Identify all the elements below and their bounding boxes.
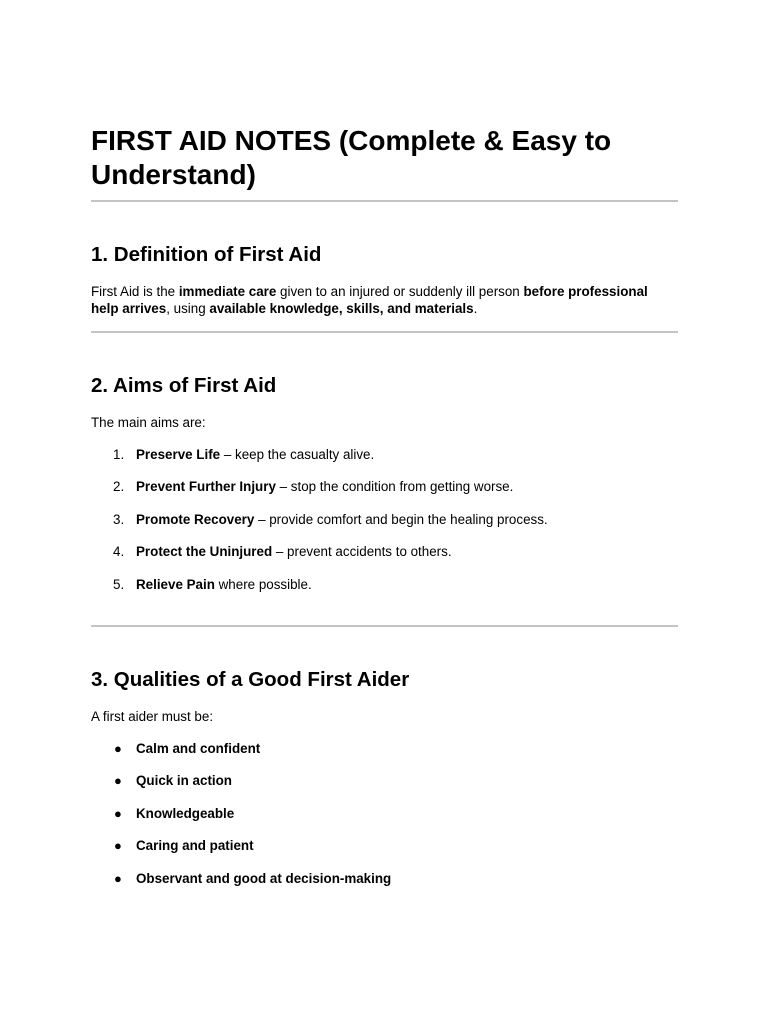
section-heading-aims: 2. Aims of First Aid bbox=[91, 374, 277, 397]
list-item-title: Quick in action bbox=[136, 773, 232, 788]
list-number: 4. bbox=[113, 544, 125, 559]
section-heading-definition: 1. Definition of First Aid bbox=[91, 243, 322, 266]
text-run: . bbox=[473, 301, 478, 316]
list-number: 2. bbox=[113, 479, 125, 494]
list-item-title: Observant and good at decision-making bbox=[136, 871, 392, 886]
list-number: 5. bbox=[113, 577, 125, 592]
text-run: , using bbox=[166, 301, 210, 316]
text-run: First Aid is the bbox=[91, 284, 179, 299]
list-number: 1. bbox=[113, 447, 125, 462]
document-title: FIRST AID NOTES (Complete & Easy to Understand) bbox=[91, 125, 612, 190]
list-item-title: Preserve Life bbox=[136, 447, 221, 462]
bullet-icon: ● bbox=[114, 871, 122, 886]
list-item-title: Protect the Uninjured bbox=[136, 544, 273, 559]
list-item-text: where possible. bbox=[214, 577, 312, 592]
list-item-text: – prevent accidents to others. bbox=[272, 544, 452, 559]
list-item-text: – provide comfort and begin the healing process. bbox=[254, 512, 548, 527]
list-item-title: Relieve Pain bbox=[136, 577, 215, 592]
bullet-icon: ● bbox=[114, 806, 122, 821]
list-item-text: – keep the casualty alive. bbox=[220, 447, 375, 462]
aims-intro: The main aims are: bbox=[91, 415, 206, 430]
bold-run: before professional help arrives bbox=[91, 284, 648, 316]
text-run: given to an injured or suddenly ill person bbox=[276, 284, 524, 299]
list-item-title: Prevent Further Injury bbox=[136, 479, 276, 494]
divider bbox=[91, 200, 678, 202]
definition-paragraph bbox=[91, 283, 678, 317]
bullet-icon: ● bbox=[114, 741, 122, 756]
list-item-title: Caring and patient bbox=[136, 838, 254, 853]
section-heading-qualities: 3. Qualities of a Good First Aider bbox=[91, 668, 410, 691]
bullet-icon: ● bbox=[114, 773, 122, 788]
bold-run: immediate care bbox=[178, 284, 277, 299]
list-item-text: – stop the condition from getting worse. bbox=[275, 479, 514, 494]
list-item-title: Knowledgeable bbox=[136, 806, 235, 821]
divider bbox=[91, 331, 678, 333]
bold-run: available knowledge, skills, and materials bbox=[209, 301, 474, 316]
list-number: 3. bbox=[113, 512, 125, 527]
qualities-intro: A first aider must be: bbox=[91, 709, 214, 724]
divider bbox=[91, 625, 678, 627]
bullet-icon: ● bbox=[114, 838, 122, 853]
list-item-title: Calm and confident bbox=[136, 741, 261, 756]
list-item-title: Promote Recovery bbox=[136, 512, 255, 527]
